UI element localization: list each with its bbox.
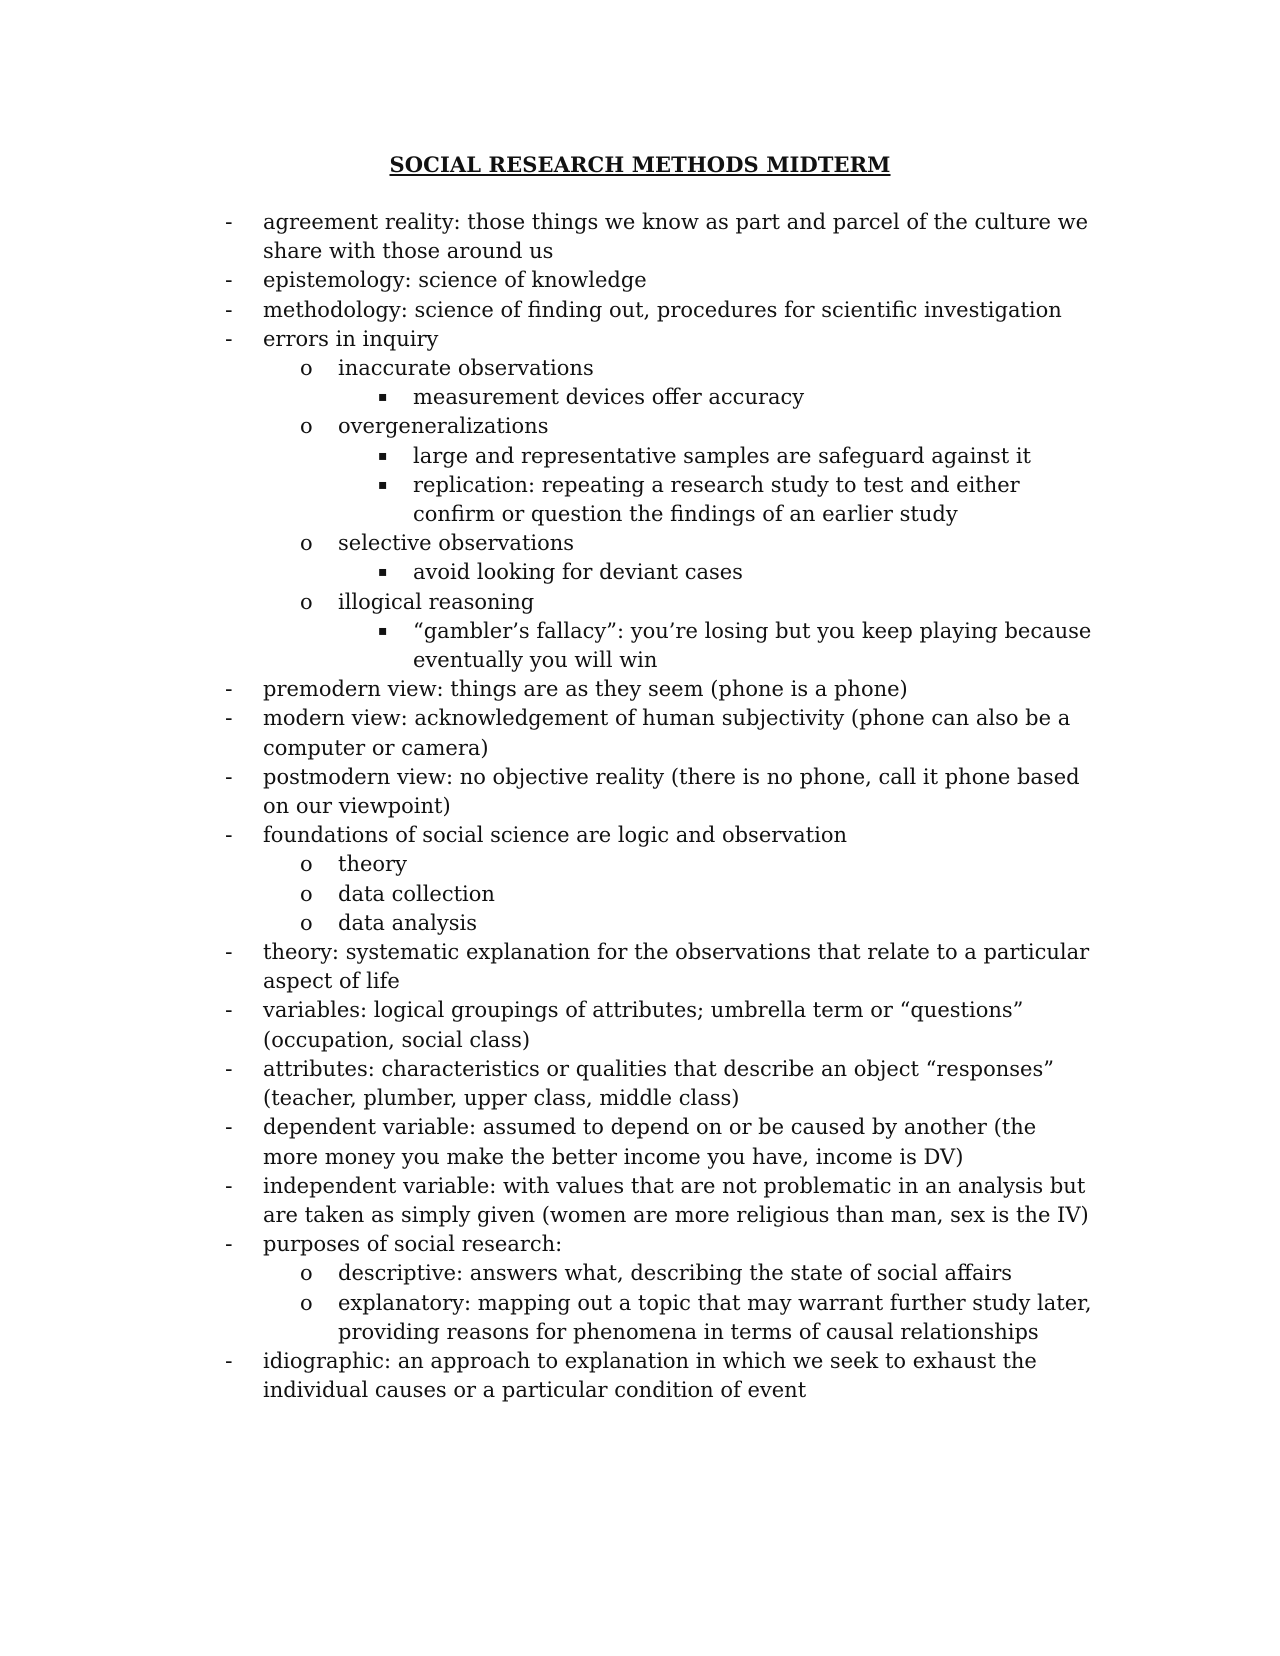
list-item (0, 821, 1093, 850)
list-item-text: illogical reasoning (338, 589, 535, 614)
list-item-text: foundations of social science are logic and observation (263, 823, 847, 848)
dash-bullet: - (225, 764, 233, 789)
list-item (0, 938, 1093, 996)
list-item (0, 412, 1093, 441)
list-item-text: postmodern view: no objective reality (there is no phone, call it phone based on our viewpoint) (263, 764, 1080, 819)
notes-list (0, 208, 1280, 1405)
list-item (0, 1289, 1093, 1347)
list-item-text: theory: systematic explanation for the observations that relate to a particular aspect of life (263, 940, 1090, 994)
list-item (0, 266, 1093, 295)
list-item (0, 763, 1093, 821)
list-item (0, 1259, 1093, 1288)
circle-bullet: o (300, 589, 313, 614)
list-item-text: data collection (338, 881, 495, 906)
page-title: SOCIAL RESEARCH METHODS MIDTERM (389, 152, 891, 177)
list-item (0, 529, 1093, 558)
list-item-text: theory (338, 852, 407, 877)
list-item (0, 704, 1093, 762)
list-item (0, 1172, 1093, 1230)
list-item (0, 675, 1093, 704)
list-item-text: agreement reality: those things we know as part and parcel of the culture we share with those around us (263, 210, 1089, 264)
list-item-text: explanatory: mapping out a topic that may warrant further study later, providing reasons for phenomena in terms of causal relationships (338, 1290, 1092, 1344)
dash-bullet: - (225, 940, 233, 965)
dash-bullet: - (225, 1115, 233, 1140)
list-item (0, 354, 1093, 383)
list-item (0, 1230, 1093, 1259)
square-bullet-icon: ▪ (378, 447, 388, 464)
list-item-text: attributes: characteristics or qualities that describe an object “responses” (teacher, plumber, upper class, middle class) (263, 1056, 1054, 1111)
dash-bullet: - (225, 1348, 233, 1373)
list-item-text: replication: repeating a research study to test and either confirm or question the findings of an earlier study (413, 472, 1020, 527)
circle-bullet: o (300, 1261, 313, 1286)
dash-bullet: - (225, 998, 233, 1023)
dash-bullet: - (225, 326, 233, 351)
list-item (0, 1055, 1093, 1113)
list-item (0, 880, 1093, 909)
list-item-text: epistemology: science of knowledge (263, 268, 647, 293)
dash-bullet: - (225, 677, 233, 702)
list-item (0, 1113, 1093, 1171)
square-bullet-icon: ▪ (378, 389, 388, 406)
list-item-text: “gambler’s fallacy”: you’re losing but you keep playing because eventually you will win (413, 618, 1092, 673)
list-item-text: independent variable: with values that are not problematic in an analysis but are taken as simply given (women are more religious than man, sex is the IV) (263, 1173, 1089, 1227)
list-item (0, 325, 1093, 354)
list-item-text: descriptive: answers what, describing the state of social affairs (338, 1261, 1013, 1286)
list-item (0, 1347, 1093, 1405)
square-bullet-icon: ▪ (378, 476, 388, 493)
list-item-text: errors in inquiry (263, 326, 439, 351)
list-item (0, 442, 1093, 471)
list-item (0, 588, 1093, 617)
circle-bullet: o (300, 531, 313, 556)
circle-bullet: o (300, 852, 313, 877)
list-item-text: methodology: science of finding out, procedures for scientific investigation (263, 297, 1062, 322)
dash-bullet: - (225, 823, 233, 848)
list-item-text: dependent variable: assumed to depend on or be caused by another (the more money you make the better income you have, income is DV) (263, 1115, 1037, 1169)
list-item (0, 208, 1093, 266)
circle-bullet: o (300, 414, 313, 439)
list-item (0, 909, 1093, 938)
list-item-text: large and representative samples are safeguard against it (413, 443, 1031, 468)
circle-bullet: o (300, 910, 313, 935)
list-item (0, 383, 1093, 412)
dash-bullet: - (225, 1173, 233, 1198)
dash-bullet: - (225, 210, 233, 234)
dash-bullet: - (225, 297, 233, 322)
dash-bullet: - (225, 706, 233, 731)
square-bullet-icon: ▪ (378, 622, 388, 639)
circle-bullet: o (300, 881, 313, 906)
list-item-text: data analysis (338, 910, 478, 935)
list-item-text: variables: logical groupings of attributes; umbrella term or “questions” (occupation, social class) (263, 998, 1024, 1052)
list-item (0, 996, 1093, 1054)
list-item-text: selective observations (338, 531, 575, 556)
list-item-text: purposes of social research: (263, 1232, 563, 1257)
list-item-text: idiographic: an approach to explanation in which we seek to exhaust the individual causes or a particular condition of event (263, 1348, 1037, 1403)
list-item-text: modern view: acknowledgement of human subjectivity (phone can also be a computer or camera) (263, 706, 1071, 760)
list-item-text: measurement devices offer accuracy (413, 385, 805, 410)
dash-bullet: - (225, 268, 233, 293)
list-item (0, 471, 1093, 529)
list-item-text: overgeneralizations (338, 414, 549, 439)
list-item-text: inaccurate observations (338, 356, 594, 381)
list-item-text: premodern view: things are as they seem (phone is a phone) (263, 677, 908, 702)
dash-bullet: - (225, 1232, 233, 1257)
list-item (0, 850, 1093, 879)
list-item (0, 617, 1093, 675)
list-item (0, 558, 1093, 587)
list-item (0, 296, 1093, 325)
dash-bullet: - (225, 1056, 233, 1081)
circle-bullet: o (300, 356, 313, 381)
list-item-text: avoid looking for deviant cases (413, 560, 743, 585)
square-bullet-icon: ▪ (378, 564, 388, 581)
circle-bullet: o (300, 1290, 313, 1315)
